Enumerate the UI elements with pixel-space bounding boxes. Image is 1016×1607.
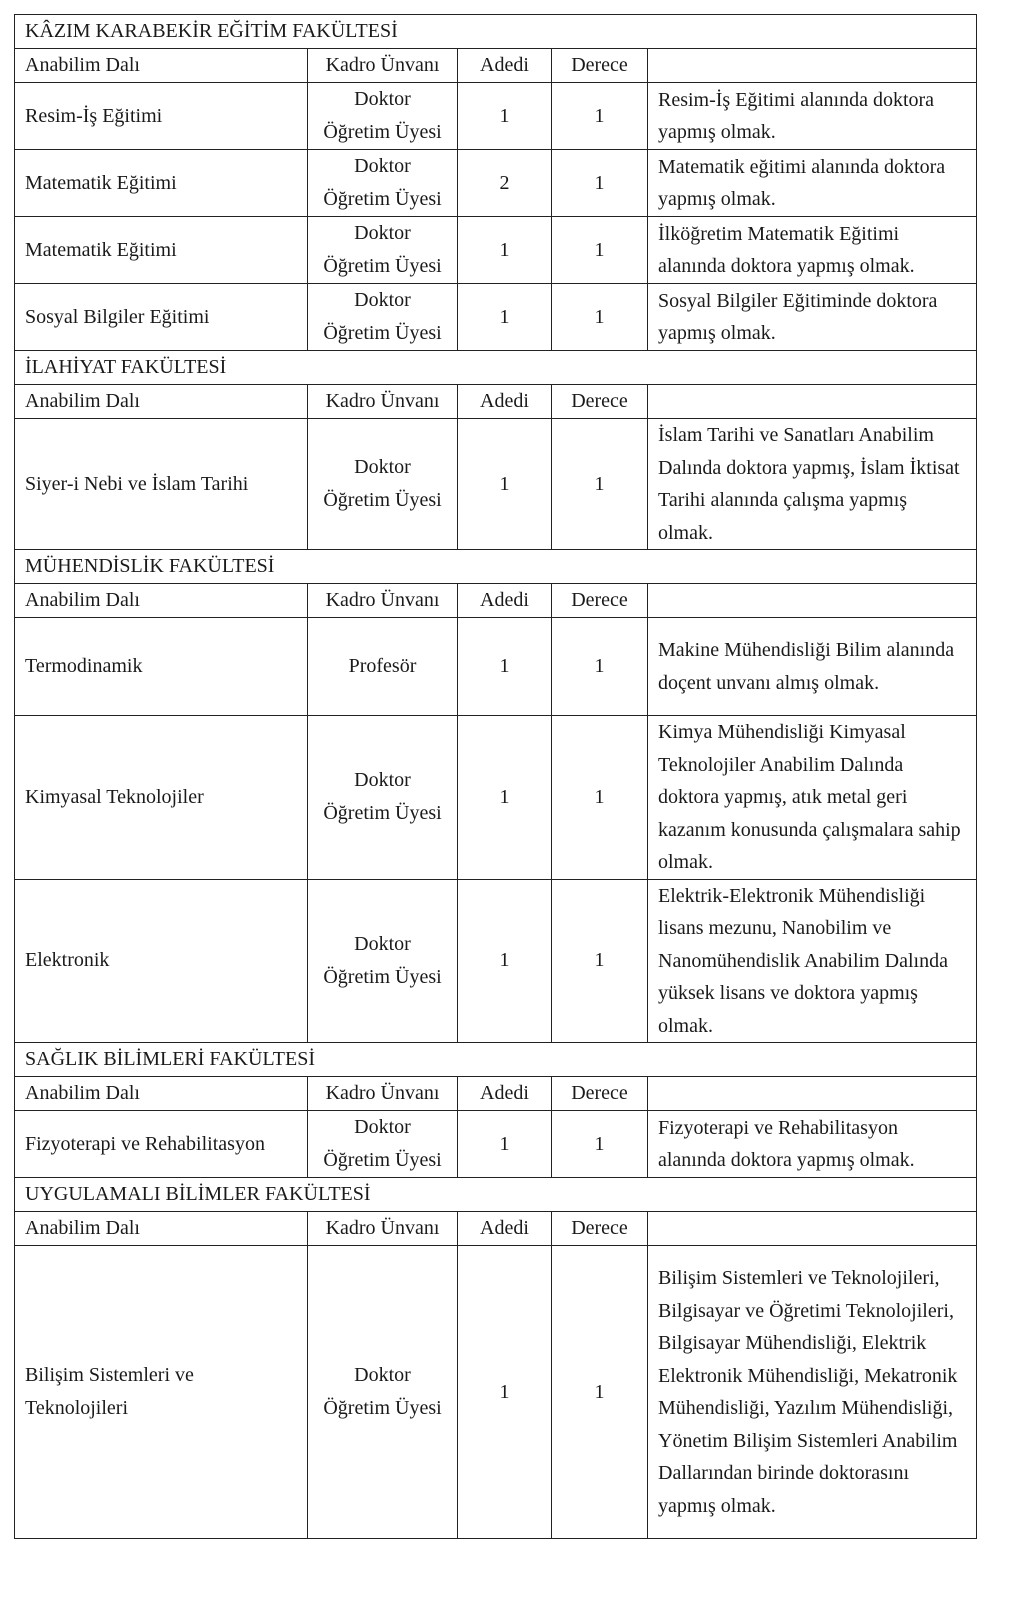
positions-table	[14, 14, 977, 1539]
title-line: Öğretim Üyesi	[323, 965, 442, 988]
table-row	[15, 217, 977, 284]
title-cell	[308, 1246, 458, 1539]
title-cell	[308, 150, 458, 217]
table-row	[15, 83, 977, 150]
header-title: Kadro Ünvanı	[308, 49, 458, 83]
title-line: Doktor	[354, 155, 411, 177]
faculty-name: SAĞLIK BİLİMLERİ FAKÜLTESİ	[15, 1043, 977, 1077]
title-cell	[308, 716, 458, 880]
department-cell: Termodinamik	[15, 618, 308, 716]
title-line: Öğretim Üyesi	[323, 1149, 442, 1171]
degree-cell: 1	[552, 1246, 648, 1539]
title-line: Öğretim Üyesi	[323, 121, 442, 143]
title-line: Doktor	[354, 932, 411, 955]
header-degree: Derece	[552, 1077, 648, 1111]
table-row	[15, 716, 977, 880]
header-degree: Derece	[552, 385, 648, 419]
title-cell	[308, 284, 458, 351]
degree-cell: 1	[552, 83, 648, 150]
count-cell: 1	[458, 83, 552, 150]
requirement-cell: Matematik eğitimi alanında doktora yapmış olmak.	[648, 150, 977, 217]
faculty-row	[15, 550, 977, 584]
degree-cell: 1	[552, 1111, 648, 1178]
title-line: Doktor	[354, 1116, 411, 1138]
header-degree: Derece	[552, 1212, 648, 1246]
header-department: Anabilim Dalı	[15, 49, 308, 83]
department-cell: Matematik Eğitimi	[15, 217, 308, 284]
title-cell	[308, 419, 458, 550]
count-cell: 1	[458, 716, 552, 880]
faculty-row	[15, 1178, 977, 1212]
header-title: Kadro Ünvanı	[308, 385, 458, 419]
department-cell: Resim-İş Eğitimi	[15, 83, 308, 150]
title-line: Öğretim Üyesi	[323, 188, 442, 210]
title-line: Doktor	[354, 289, 411, 311]
faculty-row	[15, 1043, 977, 1077]
title-line: Öğretim Üyesi	[323, 255, 442, 277]
header-requirement	[648, 1212, 977, 1246]
header-count: Adedi	[458, 1212, 552, 1246]
requirement-cell: İlköğretim Matematik Eğitimi alanında doktora yapmış olmak.	[648, 217, 977, 284]
title-cell	[308, 618, 458, 716]
header-requirement	[648, 584, 977, 618]
requirement-cell: Sosyal Bilgiler Eğitiminde doktora yapmış olmak.	[648, 284, 977, 351]
title-line: Öğretim Üyesi	[323, 489, 442, 511]
header-requirement	[648, 1077, 977, 1111]
header-department: Anabilim Dalı	[15, 1212, 308, 1246]
header-count: Adedi	[458, 385, 552, 419]
header-title: Kadro Ünvanı	[308, 1077, 458, 1111]
faculty-name: MÜHENDİSLİK FAKÜLTESİ	[15, 550, 977, 584]
degree-cell: 1	[552, 284, 648, 351]
department-cell: Matematik Eğitimi	[15, 150, 308, 217]
column-header-row	[15, 49, 977, 83]
table-row	[15, 879, 977, 1043]
requirement-cell: Fizyoterapi ve Rehabilitasyon alanında doktora yapmış olmak.	[648, 1111, 977, 1178]
header-department: Anabilim Dalı	[15, 584, 308, 618]
degree-cell: 1	[552, 716, 648, 880]
header-degree: Derece	[552, 49, 648, 83]
faculty-name: UYGULAMALI BİLİMLER FAKÜLTESİ	[15, 1178, 977, 1212]
header-degree: Derece	[552, 584, 648, 618]
header-count: Adedi	[458, 584, 552, 618]
table-row	[15, 1246, 977, 1539]
count-cell: 1	[458, 1111, 552, 1178]
faculty-name: KÂZIM KARABEKİR EĞİTİM FAKÜLTESİ	[15, 15, 977, 49]
header-title: Kadro Ünvanı	[308, 584, 458, 618]
title-line: Öğretim Üyesi	[323, 802, 442, 825]
title-line: Profesör	[348, 655, 417, 677]
column-header-row	[15, 584, 977, 618]
department-cell: Bilişim Sistemleri ve Teknolojileri	[15, 1246, 308, 1539]
title-cell	[308, 879, 458, 1043]
table-row	[15, 284, 977, 351]
requirement-cell: Elektrik-Elektronik Mühendisliği lisans mezunu, Nanobilim ve Nanomühendislik Anabilim Dalında yüksek lisans ve doktora yapmış olmak.	[648, 879, 977, 1043]
header-title: Kadro Ünvanı	[308, 1212, 458, 1246]
title-line: Öğretim Üyesi	[323, 322, 442, 344]
degree-cell: 1	[552, 419, 648, 550]
count-cell: 1	[458, 419, 552, 550]
requirement-cell: Makine Mühendisliği Bilim alanında doçent unvanı almış olmak.	[648, 618, 977, 716]
department-cell: Kimyasal Teknolojiler	[15, 716, 308, 880]
header-requirement	[648, 49, 977, 83]
title-line: Doktor	[354, 222, 411, 244]
title-cell	[308, 217, 458, 284]
degree-cell: 1	[552, 618, 648, 716]
table-row	[15, 618, 977, 716]
title-line: Doktor	[354, 1364, 411, 1386]
degree-cell: 1	[552, 217, 648, 284]
department-cell: Sosyal Bilgiler Eğitimi	[15, 284, 308, 351]
degree-cell: 1	[552, 150, 648, 217]
column-header-row	[15, 385, 977, 419]
count-cell: 1	[458, 217, 552, 284]
title-line: Öğretim Üyesi	[323, 1397, 442, 1419]
count-cell: 1	[458, 618, 552, 716]
department-cell: Elektronik	[15, 879, 308, 1043]
department-cell: Fizyoterapi ve Rehabilitasyon	[15, 1111, 308, 1178]
count-cell: 1	[458, 284, 552, 351]
title-line: Doktor	[354, 88, 411, 110]
title-line: Doktor	[354, 456, 411, 478]
count-cell: 1	[458, 879, 552, 1043]
count-cell: 1	[458, 1246, 552, 1539]
faculty-row	[15, 351, 977, 385]
table-row	[15, 1111, 977, 1178]
column-header-row	[15, 1077, 977, 1111]
header-requirement	[648, 385, 977, 419]
header-department: Anabilim Dalı	[15, 385, 308, 419]
header-department: Anabilim Dalı	[15, 1077, 308, 1111]
requirement-cell: Resim-İş Eğitimi alanında doktora yapmış olmak.	[648, 83, 977, 150]
column-header-row	[15, 1212, 977, 1246]
department-cell: Siyer-i Nebi ve İslam Tarihi	[15, 419, 308, 550]
requirement-cell: Bilişim Sistemleri ve Teknolojileri, Bilgisayar ve Öğretimi Teknolojileri, Bilgisayar Mühendisliği, Elektrik Elektronik Mühendisliği, Mekatronik Mühendisliği, Yazılım Mühendisliği, Yönetim Bilişim Sistemleri Anabilim Dallarından birinde doktorasını yapmış olmak.	[648, 1246, 977, 1539]
header-count: Adedi	[458, 1077, 552, 1111]
faculty-row	[15, 15, 977, 49]
count-cell: 2	[458, 150, 552, 217]
title-cell	[308, 83, 458, 150]
positions-table-container	[14, 14, 976, 1539]
requirement-cell: Kimya Mühendisliği Kimyasal Teknolojiler Anabilim Dalında doktora yapmış, atık metal geri kazanım konusunda çalışmalara sahip olmak.	[648, 716, 977, 880]
table-row	[15, 419, 977, 550]
degree-cell: 1	[552, 879, 648, 1043]
table-row	[15, 150, 977, 217]
title-cell	[308, 1111, 458, 1178]
faculty-name: İLAHİYAT FAKÜLTESİ	[15, 351, 977, 385]
requirement-cell: İslam Tarihi ve Sanatları Anabilim Dalında doktora yapmış, İslam İktisat Tarihi alanında çalışma yapmış olmak.	[648, 419, 977, 550]
title-line: Doktor	[354, 769, 411, 792]
header-count: Adedi	[458, 49, 552, 83]
